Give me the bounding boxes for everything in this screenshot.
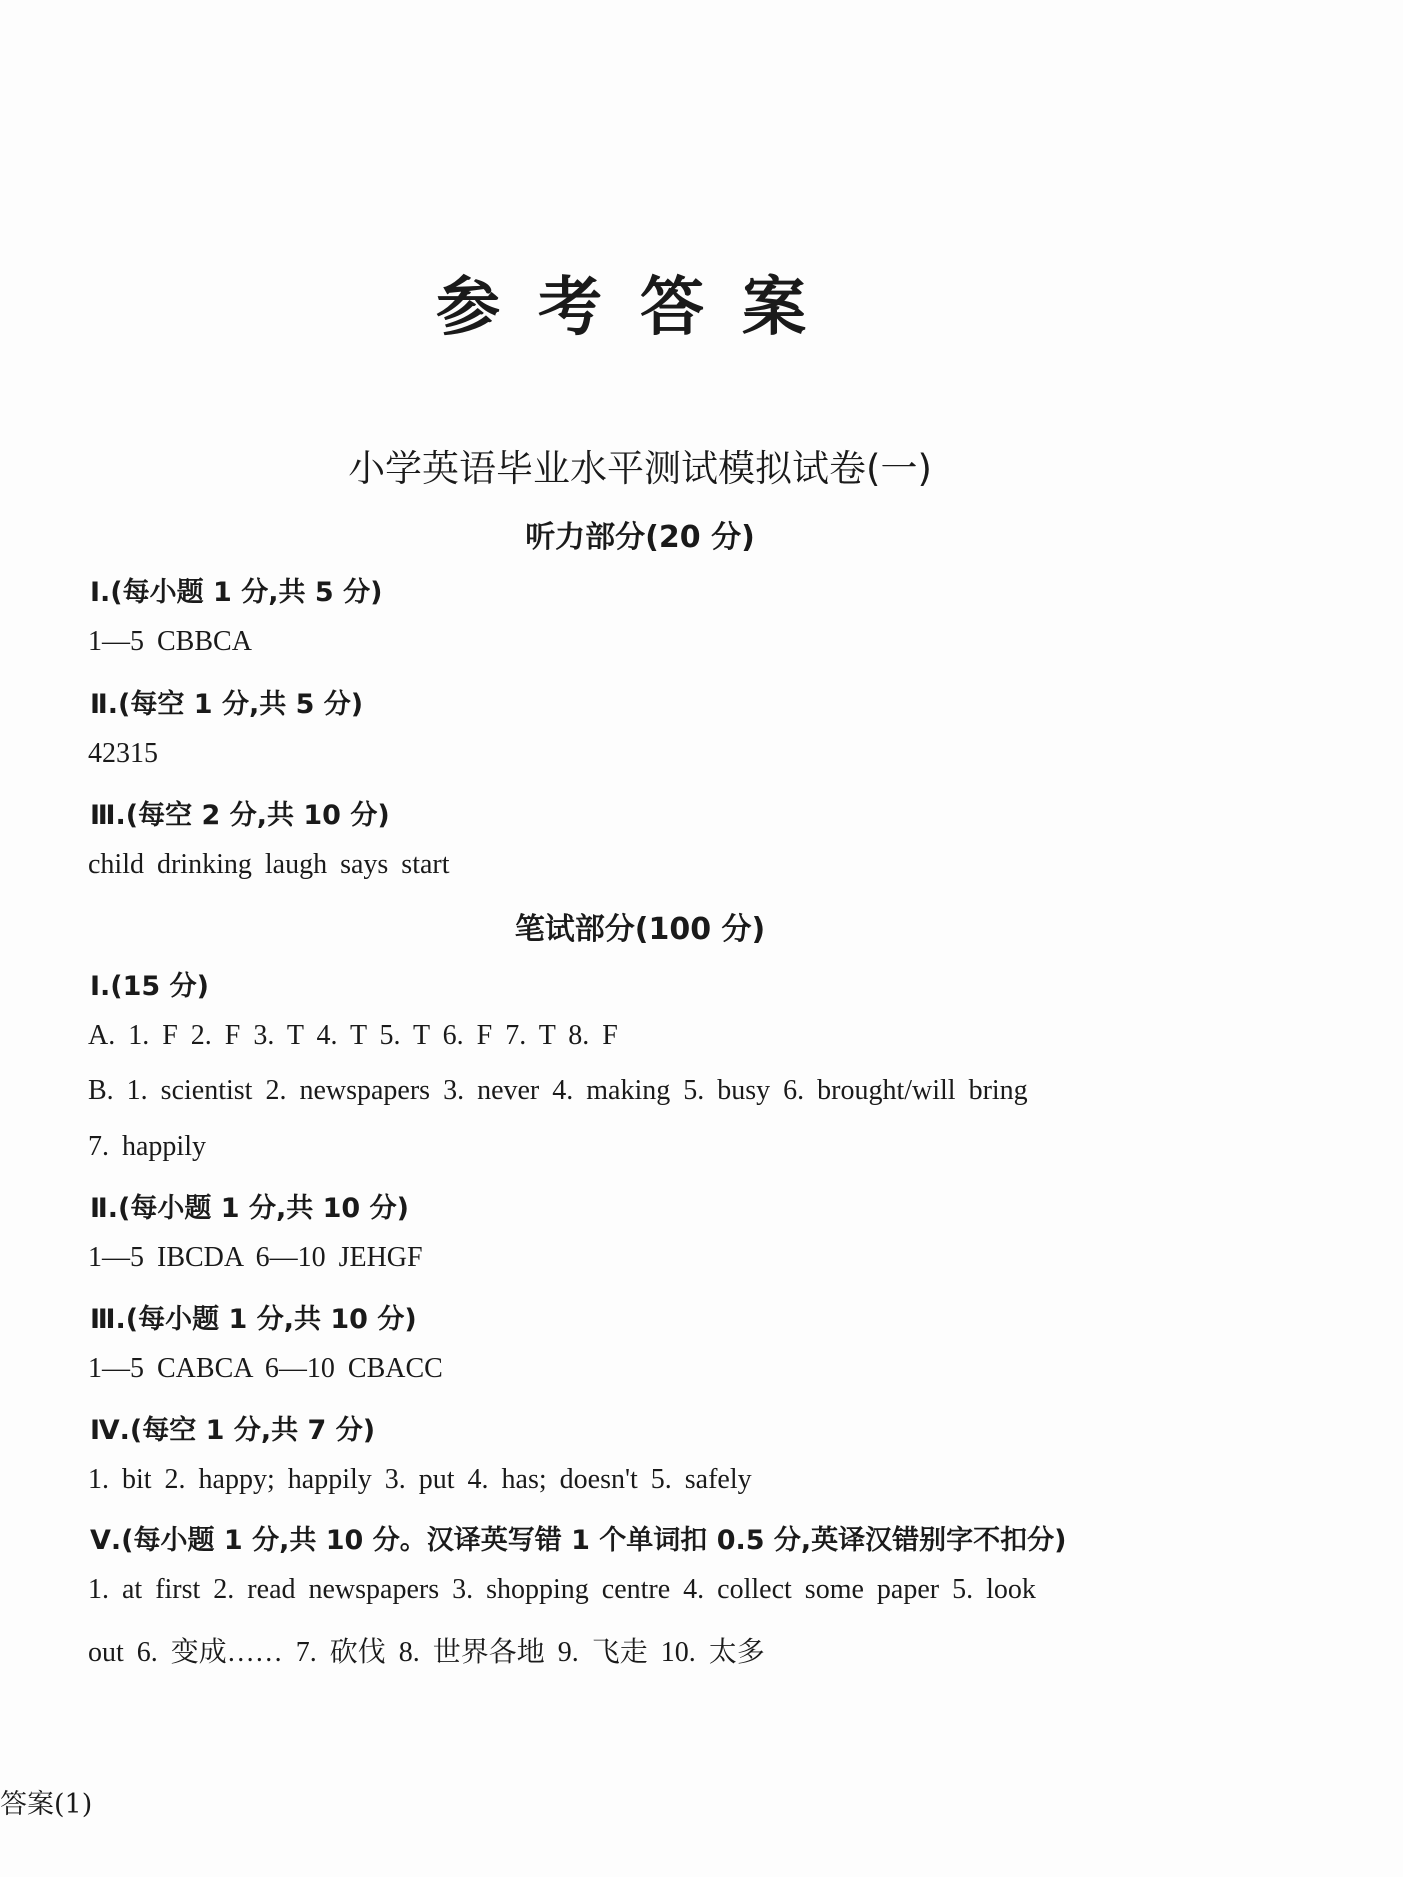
paper-title: 小学英语毕业水平测试模拟试卷(一) bbox=[348, 447, 932, 490]
written-section-3-answer: 1—5 CABCA 6—10 CBACC bbox=[88, 1353, 443, 1384]
written-section-4-heading: Ⅳ.(每空 1 分,共 7 分) bbox=[90, 1415, 376, 1446]
written-section-1-line-b-cont: 7. happily bbox=[88, 1131, 206, 1162]
listening-section-1-heading: Ⅰ.(每小题 1 分,共 5 分) bbox=[90, 577, 383, 608]
written-section-3-heading: Ⅲ.(每小题 1 分,共 10 分) bbox=[90, 1304, 417, 1335]
written-section-1-line-a: A. 1. F 2. F 3. T 4. T 5. T 6. F 7. T 8. F bbox=[88, 1020, 618, 1051]
written-section-5-line-1: 1. at first 2. read newspapers 3. shopping centre 4. collect some paper 5. look bbox=[88, 1574, 1036, 1605]
written-section-1-heading: Ⅰ.(15 分) bbox=[90, 971, 209, 1002]
answer-key-title: 参考答案 bbox=[436, 270, 844, 345]
written-section-2-heading: Ⅱ.(每小题 1 分,共 10 分) bbox=[90, 1193, 409, 1224]
written-section-5-heading: Ⅴ.(每小题 1 分,共 10 分。汉译英写错 1 个单词扣 0.5 分,英译汉错别字不扣分) bbox=[90, 1525, 1067, 1556]
listening-section-1-answer: 1—5 CBBCA bbox=[88, 626, 252, 657]
written-part-title: 笔试部分(100 分) bbox=[514, 912, 766, 947]
written-section-4-answer: 1. bit 2. happy; happily 3. put 4. has; doesn't 5. safely bbox=[88, 1464, 752, 1495]
written-section-2-answer: 1—5 IBCDA 6—10 JEHGF bbox=[88, 1242, 423, 1273]
listening-section-3-answer: child drinking laugh says start bbox=[88, 849, 450, 880]
page-footer: 答案(1) bbox=[0, 1789, 93, 1820]
listening-section-2-answer: 42315 bbox=[88, 738, 158, 769]
listening-section-3-heading: Ⅲ.(每空 2 分,共 10 分) bbox=[90, 800, 390, 831]
written-section-1-line-b: B. 1. scientist 2. newspapers 3. never 4. making 5. busy 6. brought/will bring bbox=[88, 1075, 1028, 1106]
listening-part-title: 听力部分(20 分) bbox=[525, 520, 755, 555]
listening-section-2-heading: Ⅱ.(每空 1 分,共 5 分) bbox=[90, 689, 364, 720]
written-section-5-line-2: out 6. 变成…… 7. 砍伐 8. 世界各地 9. 飞走 10. 太多 bbox=[88, 1637, 765, 1668]
